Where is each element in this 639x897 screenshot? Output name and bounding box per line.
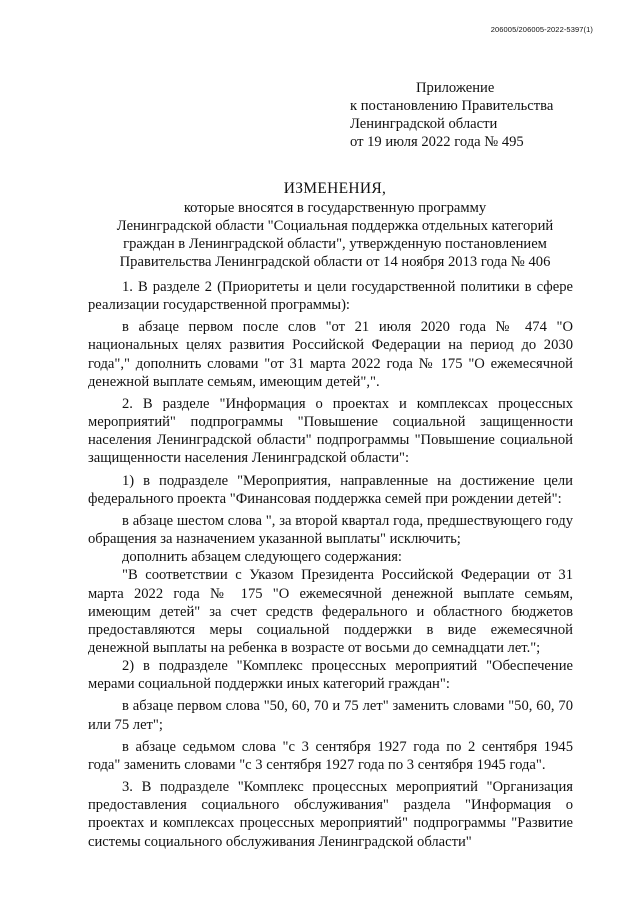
paragraph-1: 1. В разделе 2 (Приоритеты и цели государственной политики в сфере реализации государственной программы): (88, 279, 573, 314)
paragraph-5: в абзаце шестом слова ", за второй квартал года, предшествующего году обращения за назначением указанной выплаты" исключить; (88, 512, 573, 548)
title-line-2: Ленинградской области "Социальная поддержка отдельных категорий (116, 218, 554, 234)
appendix-line-2: к постановлению Правительства (350, 98, 554, 114)
paragraph-8: 2) в подразделе "Комплекс процессных мероприятий "Обеспечение мерами социальной поддержки иных категорий граждан": (88, 658, 573, 693)
paragraph-10: в абзаце седьмом слова "с 3 сентября 1927 года по 2 сентября 1945 года" заменить словами "с 3 сентября 1927 года по 3 сентября 1945 года". (88, 738, 573, 773)
paragraph-6: дополнить абзацем следующего содержания: (122, 549, 402, 566)
appendix-line-3: Ленинградской области (350, 116, 498, 132)
appendix-block (350, 79, 553, 151)
document-id: 206005/206005-2022-5397(1) (490, 25, 593, 34)
document-heading: ИЗМЕНЕНИЯ, (283, 180, 387, 197)
title-line-3: граждан в Ленинградской области", утвержденную постановлением (123, 236, 547, 252)
title-line-1: которые вносятся в государственную программу (183, 200, 487, 216)
paragraph-3: 2. В разделе "Информация о проектах и комплексах процессных мероприятий" подпрограммы "Повышение социальной защищенности населения Ленинградской области" подпрограммы "Повышение социальной защищенности населения Ленинградской области": (88, 395, 573, 467)
title-line-4: Правительства Ленинградской области от 14 ноября 2013 года № 406 (119, 254, 551, 270)
paragraph-2: в абзаце первом после слов "от 21 июля 2020 года № 474 "О национальных целях развития Российской Федерации на период до 2030 года"," дополнить словами "от 31 марта 2022 года № 175 "О ежемесячной денежной выплате семьям, имеющим детей",". (88, 319, 573, 390)
title-block (70, 180, 600, 271)
paragraph-4: 1) в подразделе "Мероприятия, направленные на достижение цели федерального проекта "Финансовая поддержка семей при рождении детей": (88, 472, 573, 507)
appendix-line-4: от 19 июля 2022 года № 495 (350, 134, 524, 150)
appendix-line-1: Приложение (416, 80, 495, 96)
paragraph-7: "В соответствии с Указом Президента Российской Федерации от 31 марта 2022 года № 175 "О ежемесячной денежной выплате семьям, имеющим детей" за счет средств федерального и областного бюджетов предоставляются меры социальной поддержки в виде ежемесячной денежной выплаты на ребенка в возрасте от восьми до семнадцати лет."; (88, 567, 573, 656)
document-body (88, 278, 573, 851)
paragraph-9: в абзаце первом слова "50, 60, 70 и 75 лет" заменить словами "50, 60, 70 или 75 лет"; (88, 698, 573, 733)
paragraph-11: 3. В подразделе "Комплекс процессных мероприятий "Организация предоставления социального обслуживания" раздела "Информация о проектах и комплексах процессных мероприятий" подпрограммы "Развитие системы социального обслуживания Ленинградской области" (88, 779, 573, 850)
